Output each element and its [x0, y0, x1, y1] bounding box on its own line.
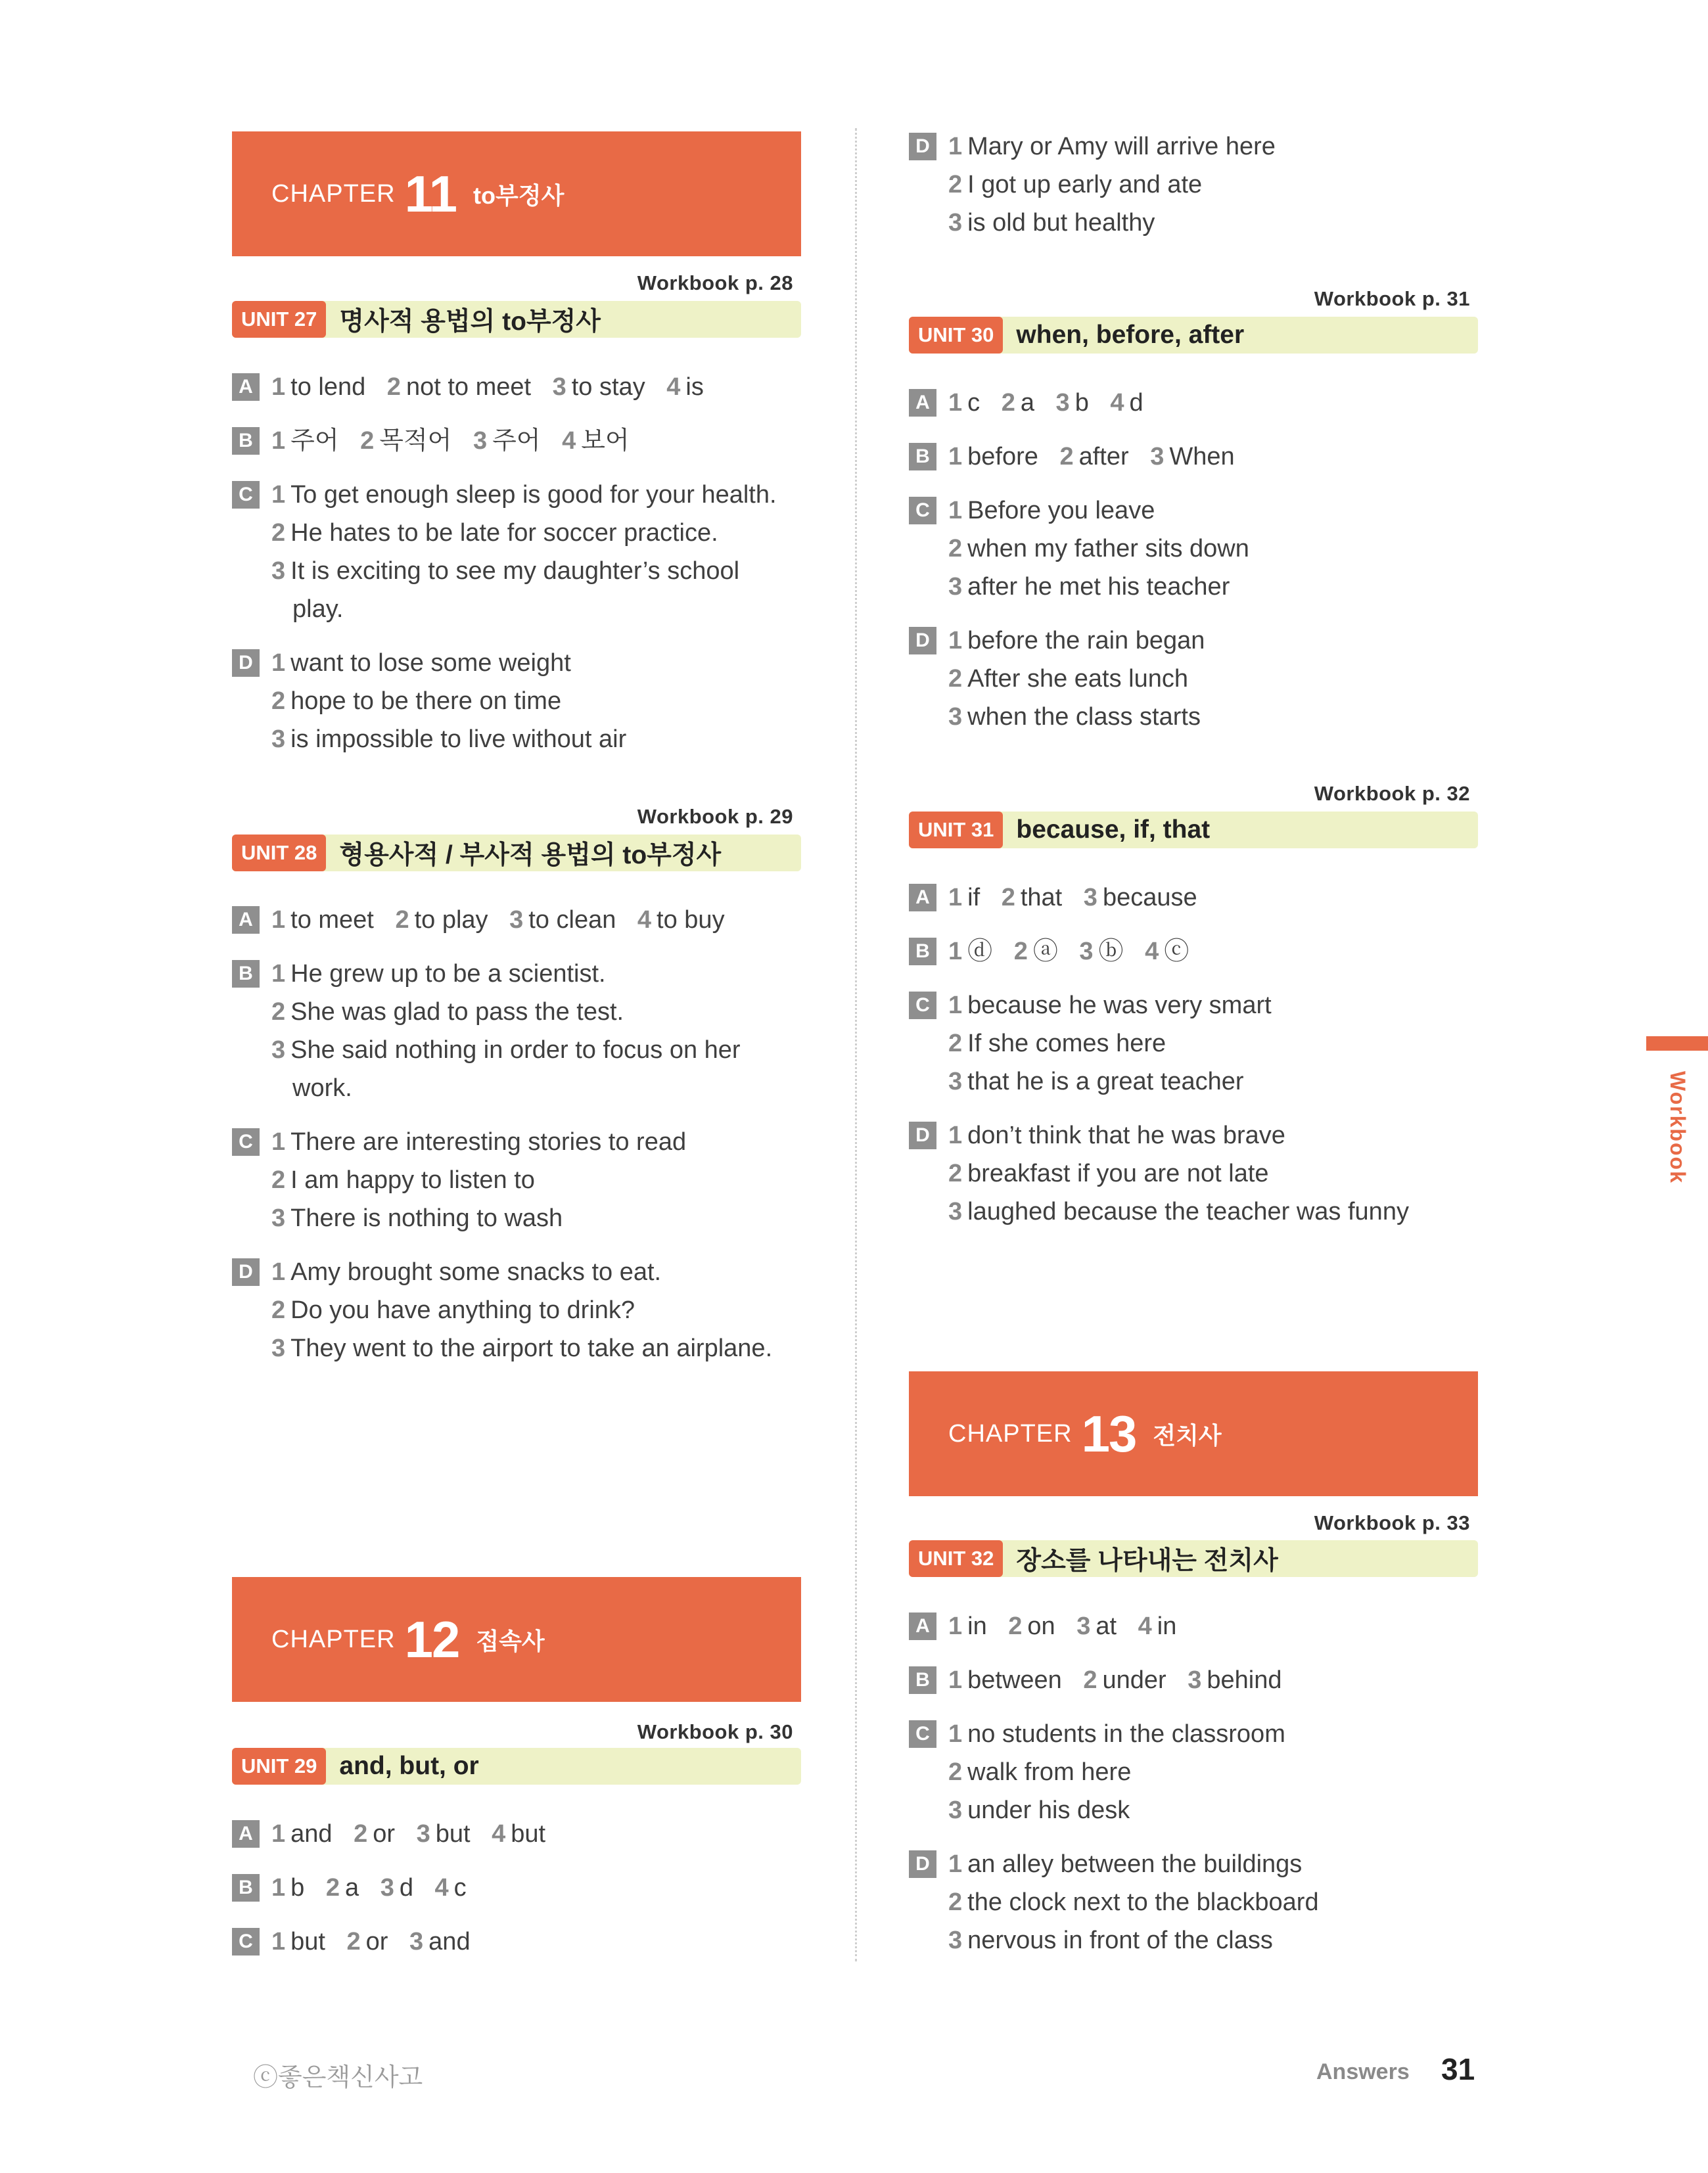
workbook-page-ref: Workbook p. 33 [1314, 1511, 1470, 1534]
answer-line: 1 in 2 on 3 at 4 in [948, 1613, 1177, 1640]
answer-line: 1 To get enough sleep is good for your health. [271, 481, 777, 509]
answer-line: 3 She said nothing in order to focus on her [271, 1036, 741, 1064]
answer-line: 1 Mary or Amy will arrive here [948, 133, 1276, 160]
answer-line: 3 is old but healthy [948, 209, 1155, 237]
answer-item [909, 1661, 1478, 1699]
answer-line: work. [292, 1074, 352, 1102]
answer-line: 2 After she eats lunch [948, 665, 1188, 693]
answer-line: 2 hope to be there on time [271, 687, 562, 715]
answer-line: 1 no students in the classroom [948, 1720, 1285, 1748]
answer-item [232, 422, 801, 460]
answer-lines [271, 422, 630, 460]
answer-lines [271, 644, 626, 758]
unit-title: 장소를 나타내는 전치사 [1016, 1547, 1278, 1575]
answer-item [909, 127, 1478, 242]
answer-item [232, 955, 801, 1107]
item-label-box: D [232, 649, 260, 677]
item-label-box: C [232, 481, 260, 509]
answer-line: 1 between 2 under 3 behind [948, 1666, 1282, 1694]
item-label-box: C [909, 992, 936, 1019]
answer-line: 2 when my father sits down [948, 535, 1249, 562]
answer-item [232, 1253, 801, 1367]
answer-line: 1 to meet 2 to play 3 to clean 4 to buy [271, 906, 725, 934]
answer-item [232, 644, 801, 758]
answer-line: 2 I am happy to listen to [271, 1166, 535, 1194]
chapter-number: 11 [404, 164, 457, 223]
answer-item [909, 438, 1478, 476]
answer-item [909, 492, 1478, 606]
answer-line: 3 when the class starts [948, 703, 1201, 731]
answer-lines [271, 1253, 772, 1367]
answer-lines [948, 986, 1272, 1101]
answer-lines [948, 1715, 1285, 1829]
item-label-box: D [909, 1122, 936, 1149]
answer-lines [948, 1116, 1409, 1231]
answer-item [232, 1869, 801, 1907]
answer-item [232, 1123, 801, 1237]
answer-line: 1 b 2 a 3 d 4 c [271, 1874, 467, 1902]
answer-line: 2 walk from here [948, 1758, 1132, 1786]
item-label-box: B [232, 427, 260, 455]
answer-block [909, 1607, 1478, 1975]
answer-lines [271, 901, 725, 939]
item-label-box: B [909, 1666, 936, 1694]
answer-line: 1 want to lose some weight [271, 649, 571, 677]
item-label-box: C [232, 1928, 260, 1956]
answer-line: 1 but 2 or 3 and [271, 1928, 471, 1956]
answer-item [232, 368, 801, 406]
workbook-page-ref: Workbook p. 29 [637, 805, 793, 828]
answer-lines [948, 127, 1276, 242]
answer-item [909, 622, 1478, 736]
unit-badge: UNIT 31 [909, 812, 1003, 848]
item-label-box: A [232, 906, 260, 934]
answer-line: 2 He hates to be late for soccer practice. [271, 519, 718, 547]
answer-lines [271, 1923, 471, 1961]
page-number: 31 [1441, 2052, 1475, 2086]
answer-line: 3 It is exciting to see my daughter’s school [271, 557, 740, 585]
answer-line: 2 She was glad to pass the test. [271, 998, 624, 1026]
answer-lines [271, 368, 704, 406]
workbook-page-ref: Workbook p. 32 [1314, 782, 1470, 805]
workbook-page-ref: Workbook p. 31 [1314, 287, 1470, 310]
answer-line: 1 because he was very smart [948, 992, 1272, 1019]
unit-badge: UNIT 30 [909, 317, 1003, 354]
answer-lines [948, 1845, 1319, 1959]
item-label-box: C [232, 1128, 260, 1156]
unit-badge: UNIT 32 [909, 1540, 1003, 1577]
answer-lines [271, 955, 741, 1107]
chapter-title: 접속사 [476, 1627, 545, 1655]
answer-line: 2 the clock next to the blackboard [948, 1888, 1319, 1916]
workbook-page-ref: Workbook p. 28 [637, 271, 793, 294]
answer-item [232, 1815, 801, 1853]
answer-line: 1 an alley between the buildings [948, 1850, 1303, 1878]
item-label-box: A [909, 389, 936, 417]
unit-31-header [909, 812, 1478, 848]
answer-line: 1 and 2 or 3 but 4 but [271, 1820, 546, 1848]
answer-item [909, 1845, 1478, 1959]
unit-badge: UNIT 29 [232, 1748, 326, 1785]
answer-line: 1 before the rain began [948, 627, 1205, 654]
answer-lines [271, 476, 777, 628]
answer-block [232, 901, 801, 1383]
item-label-box: A [909, 1613, 936, 1640]
chapter-word: CHAPTER [948, 1419, 1073, 1448]
item-label-box: B [232, 1874, 260, 1902]
answer-line: 1 to lend 2 not to meet 3 to stay 4 is [271, 373, 704, 401]
answer-block [232, 1815, 801, 1977]
unit-32-header [909, 1540, 1478, 1577]
answer-line: 3 after he met his teacher [948, 573, 1230, 601]
item-label-box: C [909, 497, 936, 524]
answer-lines [948, 1607, 1176, 1645]
unit-title: and, but, or [339, 1752, 479, 1780]
unit-27-header [232, 301, 801, 338]
answer-lines [948, 1661, 1282, 1699]
answer-lines [948, 932, 1189, 971]
answer-line: 1 ⓓ 2 ⓐ 3 ⓑ 4 ⓒ [948, 938, 1189, 965]
answer-item [232, 901, 801, 939]
item-label-box: A [232, 1820, 260, 1848]
item-label-box: B [909, 443, 936, 470]
answer-line: 1 if 2 that 3 because [948, 884, 1197, 911]
answer-line: 3 that he is a great teacher [948, 1068, 1244, 1095]
chapter-11-banner [232, 131, 801, 256]
chapter-word: CHAPTER [271, 1625, 396, 1653]
side-tab-label: Workbook [1666, 1071, 1690, 1184]
unit-title: 형용사적 / 부사적 용법의 to부정사 [339, 841, 722, 869]
answer-line: 3 They went to the airport to take an airplane. [271, 1335, 773, 1362]
chapter-title: 전치사 [1153, 1421, 1222, 1449]
answer-line: 1 주어 2 목적어 3 주어 4 보어 [271, 427, 630, 455]
answer-line: play. [292, 595, 344, 623]
unit-badge: UNIT 27 [232, 301, 326, 338]
item-label-box: D [232, 1258, 260, 1286]
answer-line: 3 is impossible to live without air [271, 725, 627, 753]
answer-lines [271, 1123, 686, 1237]
chapter-number: 13 [1081, 1404, 1136, 1463]
unit-28-header [232, 835, 801, 871]
answer-lines [271, 1869, 467, 1907]
unit-30-header [909, 317, 1478, 354]
chapter-13-banner [909, 1371, 1478, 1496]
item-label-box: B [232, 960, 260, 988]
answer-line: 3 under his desk [948, 1796, 1130, 1824]
answer-lines [948, 879, 1197, 917]
answer-block [909, 384, 1478, 752]
answer-item [909, 384, 1478, 422]
answer-line: 1 There are interesting stories to read [271, 1128, 687, 1156]
answer-block [909, 879, 1478, 1247]
item-label-box: A [232, 373, 260, 401]
answer-block [232, 368, 801, 774]
side-tab-marker [1646, 1036, 1708, 1051]
answer-item [909, 1116, 1478, 1231]
answer-item [909, 879, 1478, 917]
answer-lines [948, 492, 1249, 606]
answer-line: 1 c 2 a 3 b 4 d [948, 389, 1143, 417]
chapter-number: 12 [404, 1610, 459, 1668]
answer-lines [948, 622, 1205, 736]
copyright: ⓒ좋은책신사고 [253, 2064, 423, 2092]
chapter-title: to부정사 [473, 181, 565, 209]
answer-item [909, 1715, 1478, 1829]
answer-lines [948, 438, 1235, 476]
answer-line: 3 There is nothing to wash [271, 1204, 563, 1232]
answer-item [232, 476, 801, 628]
answer-line: 1 Before you leave [948, 497, 1155, 524]
unit-title: 명사적 용법의 to부정사 [339, 308, 601, 336]
answer-line: 2 breakfast if you are not late [948, 1160, 1269, 1187]
answer-line: 1 before 2 after 3 When [948, 443, 1235, 470]
answer-lines [948, 384, 1143, 422]
chapter-word: CHAPTER [271, 179, 396, 208]
answer-line: 1 don’t think that he was brave [948, 1122, 1285, 1149]
column-divider [855, 128, 857, 1961]
item-label-box: D [909, 1850, 936, 1878]
item-label-box: B [909, 938, 936, 965]
unit-title: when, before, after [1016, 321, 1245, 349]
workbook-page-ref: Workbook p. 30 [637, 1720, 793, 1743]
answer-line: 2 Do you have anything to drink? [271, 1296, 635, 1324]
answer-item [909, 932, 1478, 971]
answer-item [909, 986, 1478, 1101]
section-label: Answers [1316, 2059, 1410, 2084]
unit-title: because, if, that [1016, 815, 1211, 844]
answer-item [232, 1923, 801, 1961]
answer-lines [271, 1815, 545, 1853]
answer-line: 3 laughed because the teacher was funny [948, 1198, 1409, 1225]
chapter-12-banner [232, 1577, 801, 1702]
answer-item [909, 1607, 1478, 1645]
answer-line: 1 Amy brought some snacks to eat. [271, 1258, 662, 1286]
unit-badge: UNIT 28 [232, 835, 326, 871]
answer-line: 2 If she comes here [948, 1030, 1166, 1057]
answer-block [909, 127, 1478, 258]
answer-line: 3 nervous in front of the class [948, 1927, 1273, 1954]
item-label-box: C [909, 1720, 936, 1748]
item-label-box: D [909, 133, 936, 160]
item-label-box: D [909, 627, 936, 654]
unit-29-header [232, 1748, 801, 1785]
answer-line: 2 I got up early and ate [948, 171, 1203, 198]
answer-line: 1 He grew up to be a scientist. [271, 960, 606, 988]
item-label-box: A [909, 884, 936, 911]
